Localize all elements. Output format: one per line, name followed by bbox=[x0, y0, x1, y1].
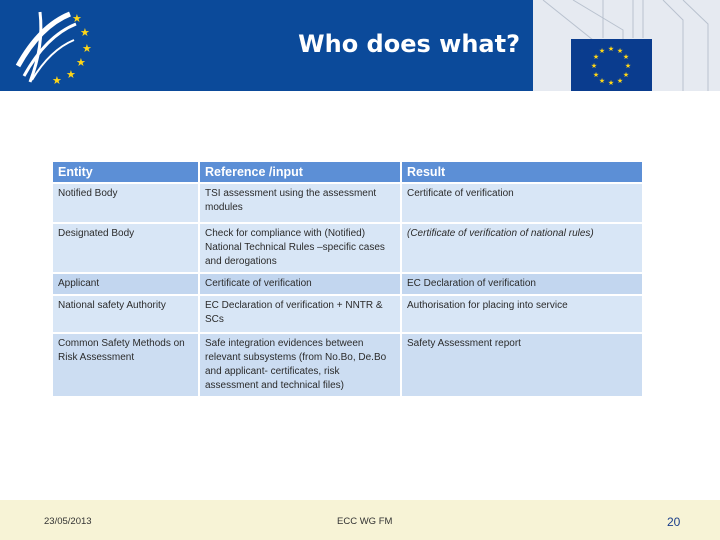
table-cell: Safe integration evidences between relevant subsystems (from No.Bo, De.Bo and applicant- certificates, risk assessment and technical files) bbox=[200, 334, 400, 396]
svg-text:★: ★ bbox=[607, 79, 615, 87]
table-row bbox=[53, 296, 642, 332]
table-row bbox=[53, 334, 642, 396]
table-cell: Safety Assessment report bbox=[402, 334, 642, 396]
table-cell: TSI assessment using the assessment modules bbox=[200, 184, 400, 222]
table-cell: Certificate of verification bbox=[402, 184, 642, 222]
footer-center-label: ECC WG FM bbox=[337, 516, 393, 527]
svg-text:★: ★ bbox=[607, 45, 615, 53]
table-cell: Authorisation for placing into service bbox=[402, 296, 642, 332]
table-cell: National safety Authority bbox=[53, 296, 198, 332]
svg-text:★: ★ bbox=[592, 53, 600, 61]
table-cell: Certificate of verification bbox=[200, 274, 400, 294]
table-row bbox=[53, 224, 642, 272]
svg-text:★: ★ bbox=[622, 53, 630, 61]
header-result: Result bbox=[402, 162, 642, 182]
svg-text:★: ★ bbox=[590, 62, 598, 70]
svg-text:★: ★ bbox=[616, 47, 624, 55]
table-cell: Check for compliance with (Notified) National Technical Rules –specific cases and derogations bbox=[200, 224, 400, 272]
table-cell: EC Declaration of verification + NNTR & SCs bbox=[200, 296, 400, 332]
table-cell: Notified Body bbox=[53, 184, 198, 222]
page-number: 20 bbox=[667, 515, 681, 529]
svg-text:★: ★ bbox=[592, 71, 600, 79]
page-title: Who does what? bbox=[298, 30, 520, 58]
eu-flag-icon bbox=[571, 39, 652, 91]
svg-text:★: ★ bbox=[598, 47, 606, 55]
european-commission-logo-icon bbox=[10, 6, 100, 86]
header-reference-input: Reference /input bbox=[200, 162, 400, 182]
table-cell: EC Declaration of verification bbox=[402, 274, 642, 294]
svg-text:★: ★ bbox=[82, 42, 92, 55]
svg-text:★: ★ bbox=[72, 12, 82, 25]
svg-text:★: ★ bbox=[622, 71, 630, 79]
table-cell: Designated Body bbox=[53, 224, 198, 272]
svg-text:★: ★ bbox=[624, 62, 632, 70]
footer-date: 23/05/2013 bbox=[44, 516, 92, 527]
who-does-what-table bbox=[51, 160, 644, 398]
svg-text:★: ★ bbox=[598, 77, 606, 85]
svg-text:★: ★ bbox=[616, 77, 624, 85]
table-cell: Common Safety Methods on Risk Assessment bbox=[53, 334, 198, 396]
table-row bbox=[53, 184, 642, 222]
svg-text:★: ★ bbox=[80, 26, 90, 39]
header-banner bbox=[0, 0, 720, 91]
svg-text:★: ★ bbox=[76, 56, 86, 69]
svg-text:★: ★ bbox=[66, 68, 76, 81]
table-header-row bbox=[53, 162, 642, 182]
svg-text:★: ★ bbox=[52, 74, 62, 86]
header-entity: Entity bbox=[53, 162, 198, 182]
footer-bar bbox=[0, 500, 720, 540]
table-cell: Applicant bbox=[53, 274, 198, 294]
table-row bbox=[53, 274, 642, 294]
table-cell: (Certificate of verification of national rules) bbox=[402, 224, 642, 272]
